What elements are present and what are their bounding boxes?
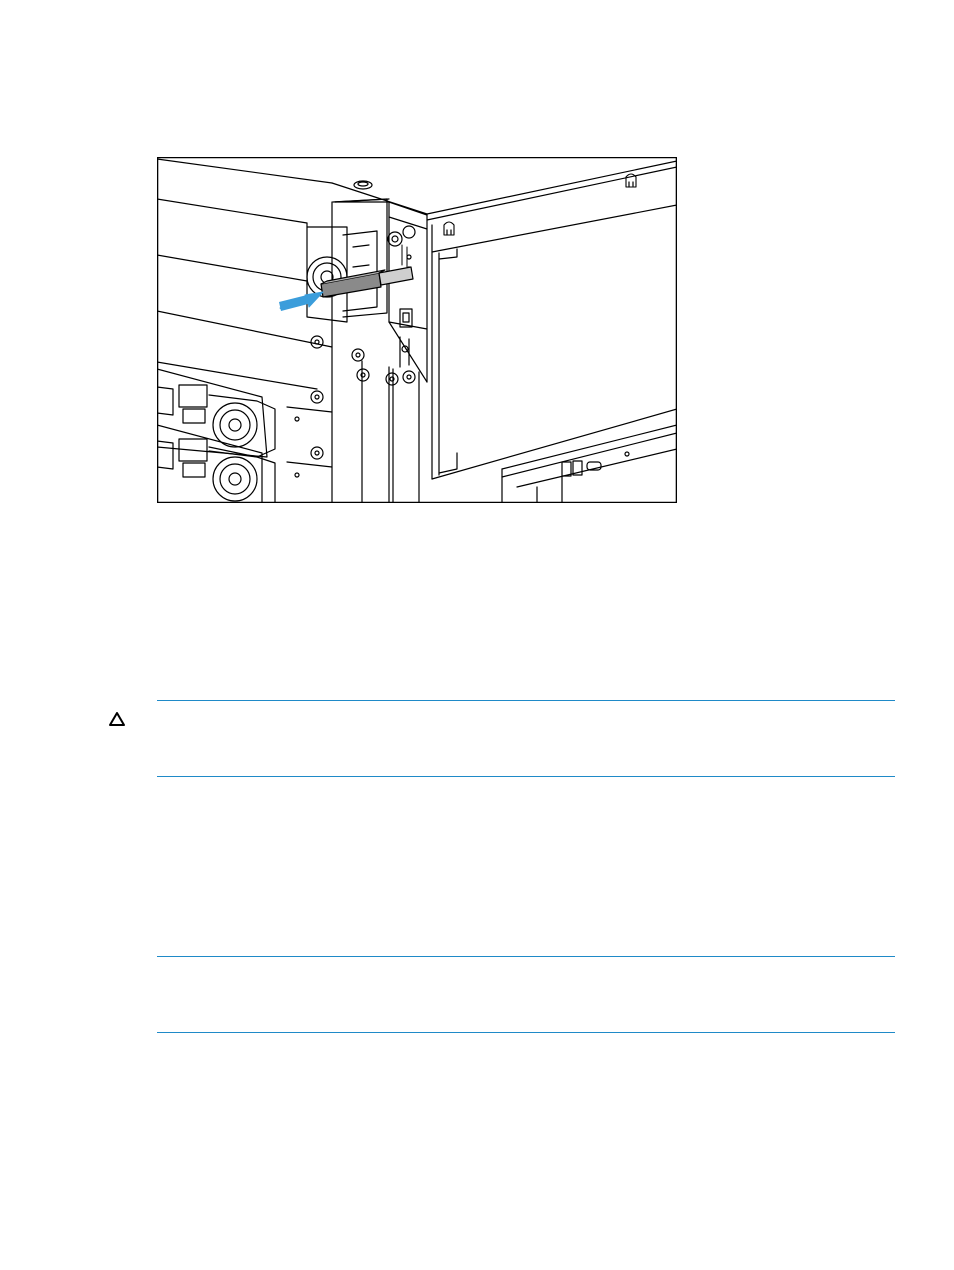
chassis-left-panels [157,159,332,389]
fan-bracket [307,199,387,322]
chassis-bottom-drawer [502,425,677,503]
note-rule-top [157,956,895,957]
insert-arrow [279,292,323,311]
note-rule-bottom [157,1032,895,1033]
caution-triangle-icon [107,710,127,728]
usb-stick [321,267,413,297]
caution-rule-top [157,700,895,701]
power-supplies [157,369,332,503]
chassis-right-side [427,174,677,479]
usb-insertion-figure [157,157,677,503]
chassis-top [332,161,677,220]
figure-frame [158,158,677,503]
caution-rule-bottom [157,776,895,777]
